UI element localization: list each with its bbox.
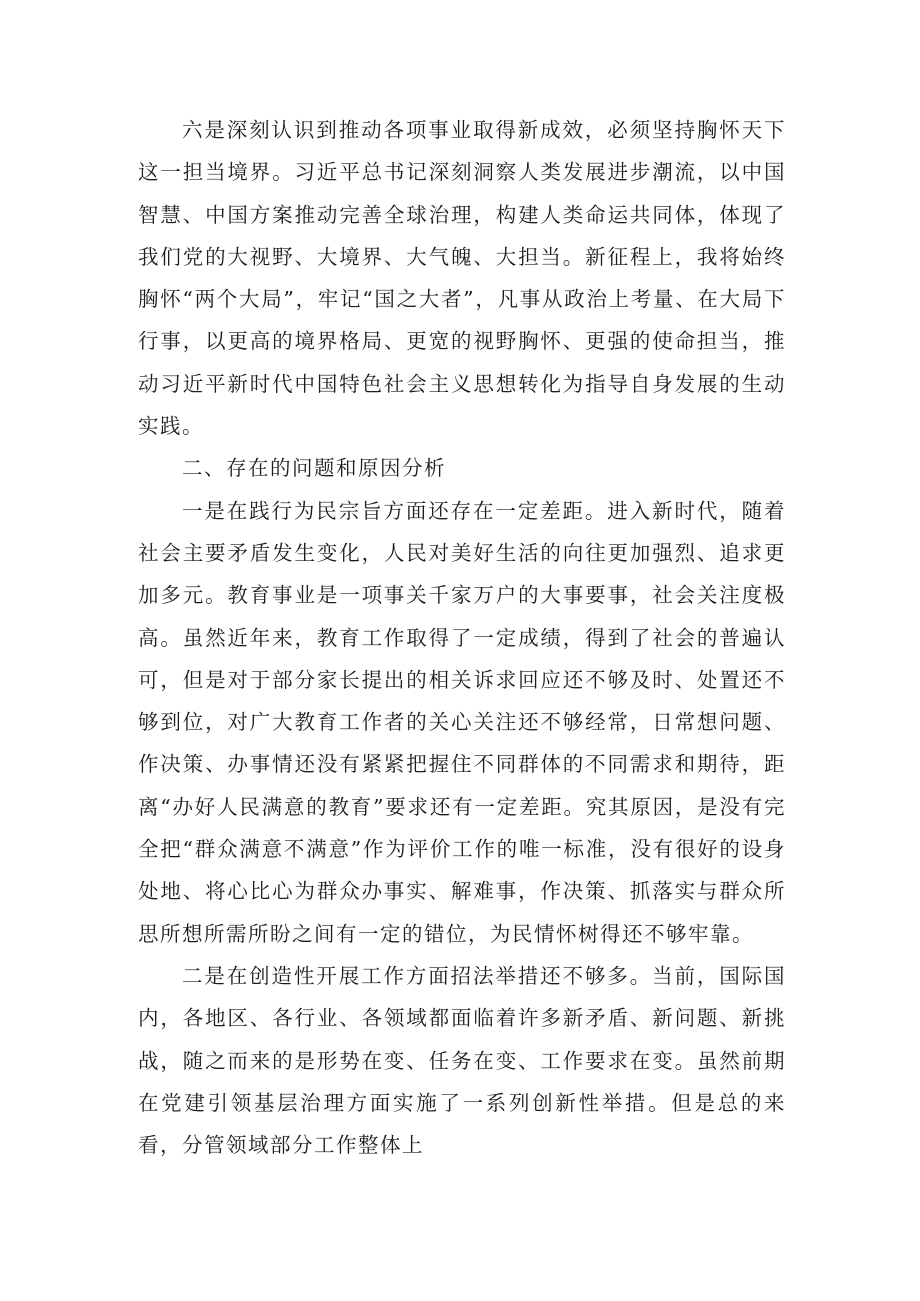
paragraph-six: 六是深刻认识到推动各项事业取得新成效，必须坚持胸怀天下这一担当境界。习近平总书记深刻洞察人类发展进步潮流，以中国智慧、中国方案推动完善全球治理，构建人类命运共同体，体现了我们党的大视野、大境界、大气魄、大担当。新征程上，我将始终胸怀“两个大局”，牢记“国之大者”，凡事从政治上考量、在大局下行事，以更高的境界格局、更宽的视野胸怀、更强的使命担当，推动习近平新时代中国特色社会主义思想转化为指导自身发展的生动实践。: [138, 118, 786, 439]
paragraph-two: 二是在创造性开展工作方面招法举措还不够多。当前，国际国内，各地区、各行业、各领域都面临着许多新矛盾、新问题、新挑战，随之而来的是形势在变、任务在变、工作要求在变。虽然前期在党建引领基层治理方面实施了一系列创新性举措。但是总的来看，分管领域部分工作整体上: [138, 963, 786, 1158]
section-heading: 二、存在的问题和原因分析: [182, 456, 446, 481]
document-body: [138, 109, 786, 1166]
paragraph-one: 一是在践行为民宗旨方面还存在一定差距。进入新时代，随着社会主要矛盾发生变化，人民对美好生活的向往更加强烈、追求更加多元。教育事业是一项事关千家万户的大事要事，社会关注度极高。虽然近年来，教育工作取得了一定成绩，得到了社会的普遍认可，但是对于部分家长提出的相关诉求回应还不够及时、处置还不够到位，对广大教育工作者的关心关注还不够经常，日常想问题、作决策、办事情还没有紧紧把握住不同群体的不同需求和期待，距离“办好人民满意的教育”要求还有一定差距。究其原因，是没有完全把“群众满意不满意”作为评价工作的唯一标准，没有很好的设身处地、将心比心为群众办事实、解难事，作决策、抓落实与群众所思所想所需所盼之间有一定的错位，为民情怀树得还不够牢靠。: [138, 498, 786, 946]
